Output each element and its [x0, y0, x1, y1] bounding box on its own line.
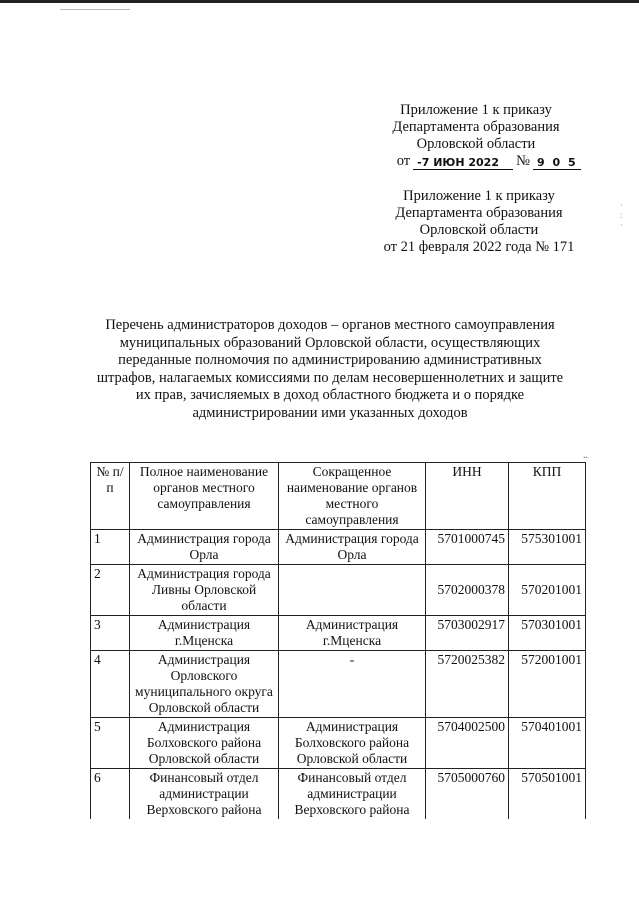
cell-inn: 5720025382	[426, 651, 509, 718]
cell-short-name: Администрация города Орла	[279, 530, 426, 565]
cell-number: 6	[91, 769, 130, 820]
margin-marks: · : ·	[620, 200, 623, 230]
header-kpp: КПП	[509, 463, 586, 530]
table-row	[91, 718, 586, 769]
appendix-amended-line1: Приложение 1 к приказу	[400, 102, 552, 118]
document-title	[90, 317, 570, 422]
cell-inn: 5701000745	[426, 530, 509, 565]
title-line: муниципальных образований Орловской области, осуществляющих	[119, 334, 541, 351]
cell-full-name: Администрация Орловского муниципального округа Орловской области	[130, 651, 279, 718]
scan-dots: ..	[583, 450, 588, 461]
cell-number: 5	[91, 718, 130, 769]
cell-kpp: 572001001	[509, 651, 586, 718]
cell-short-name: -	[279, 651, 426, 718]
cell-short-name: Администрация Болховского района Орловской области	[279, 718, 426, 769]
cell-short-name: Финансовый отдел администрации Верховского района	[279, 769, 426, 820]
cell-inn: 5703002917	[426, 616, 509, 651]
date-stamp: -7 ИЮН 2022	[413, 156, 513, 170]
cell-kpp: 575301001	[509, 530, 586, 565]
cell-short-name	[279, 565, 426, 616]
cell-short-name: Администрация г.Мценска	[279, 616, 426, 651]
appendix-amended-line2: Департамента образования	[392, 119, 560, 135]
cell-full-name: Администрация г.Мценска	[130, 616, 279, 651]
cell-inn: 5704002500	[426, 718, 509, 769]
cell-full-name: Администрация города Орла	[130, 530, 279, 565]
appendix-original-line2: Департамента образования	[395, 205, 563, 221]
scan-artifact-line	[60, 9, 130, 10]
cell-kpp: 570201001	[509, 565, 586, 616]
appendix-amended-line3: Орловской области	[416, 136, 536, 152]
cell-full-name: Администрация города Ливны Орловской области	[130, 565, 279, 616]
cell-full-name: Финансовый отдел администрации Верховского района	[130, 769, 279, 820]
cell-kpp: 570501001	[509, 769, 586, 820]
number-stamp: 9 0 5	[533, 156, 581, 170]
title-line: администрировании ими указанных доходов	[192, 404, 468, 421]
title-line: их прав, зачисляемых в доход областного бюджета и о порядке	[135, 387, 525, 403]
table-row	[91, 530, 586, 565]
cell-number: 4	[91, 651, 130, 718]
appendix-amended-date-row	[371, 153, 581, 170]
appendix-original-header	[374, 188, 584, 256]
table-row	[91, 616, 586, 651]
appendix-original-line1: Приложение 1 к приказу	[403, 188, 555, 204]
header-full-name: Полное наименование органов местного самоуправления	[130, 463, 279, 530]
table-row	[91, 565, 586, 616]
title-line: переданные полномочия по администрированию административных	[118, 352, 542, 368]
number-label: №	[516, 153, 530, 169]
administrators-table	[90, 462, 586, 819]
cell-number: 2	[91, 565, 130, 616]
table-header-row	[91, 463, 586, 530]
table-row	[91, 769, 586, 820]
appendix-original-line3: Орловской области	[419, 222, 539, 238]
header-inn: ИНН	[426, 463, 509, 530]
from-label: от	[396, 153, 411, 169]
table-row	[91, 651, 586, 718]
cell-number: 1	[91, 530, 130, 565]
title-line: штрафов, налагаемых комиссиями по делам несовершеннолетних и защите	[96, 369, 564, 386]
header-number: № п/п	[91, 463, 130, 530]
cell-kpp: 570401001	[509, 718, 586, 769]
cell-kpp: 570301001	[509, 616, 586, 651]
cell-inn: 5702000378	[426, 565, 509, 616]
header-short-name: Сокращенное наименование органов местного самоуправления	[279, 463, 426, 530]
appendix-amended-header	[371, 102, 581, 170]
appendix-original-line4: от 21 февраля 2022 года № 171	[383, 239, 575, 255]
cell-full-name: Администрация Болховского района Орловской области	[130, 718, 279, 769]
title-line: Перечень администраторов доходов – органов местного самоуправления	[105, 317, 555, 333]
cell-inn: 5705000760	[426, 769, 509, 820]
scan-top-edge	[0, 0, 639, 3]
cell-number: 3	[91, 616, 130, 651]
